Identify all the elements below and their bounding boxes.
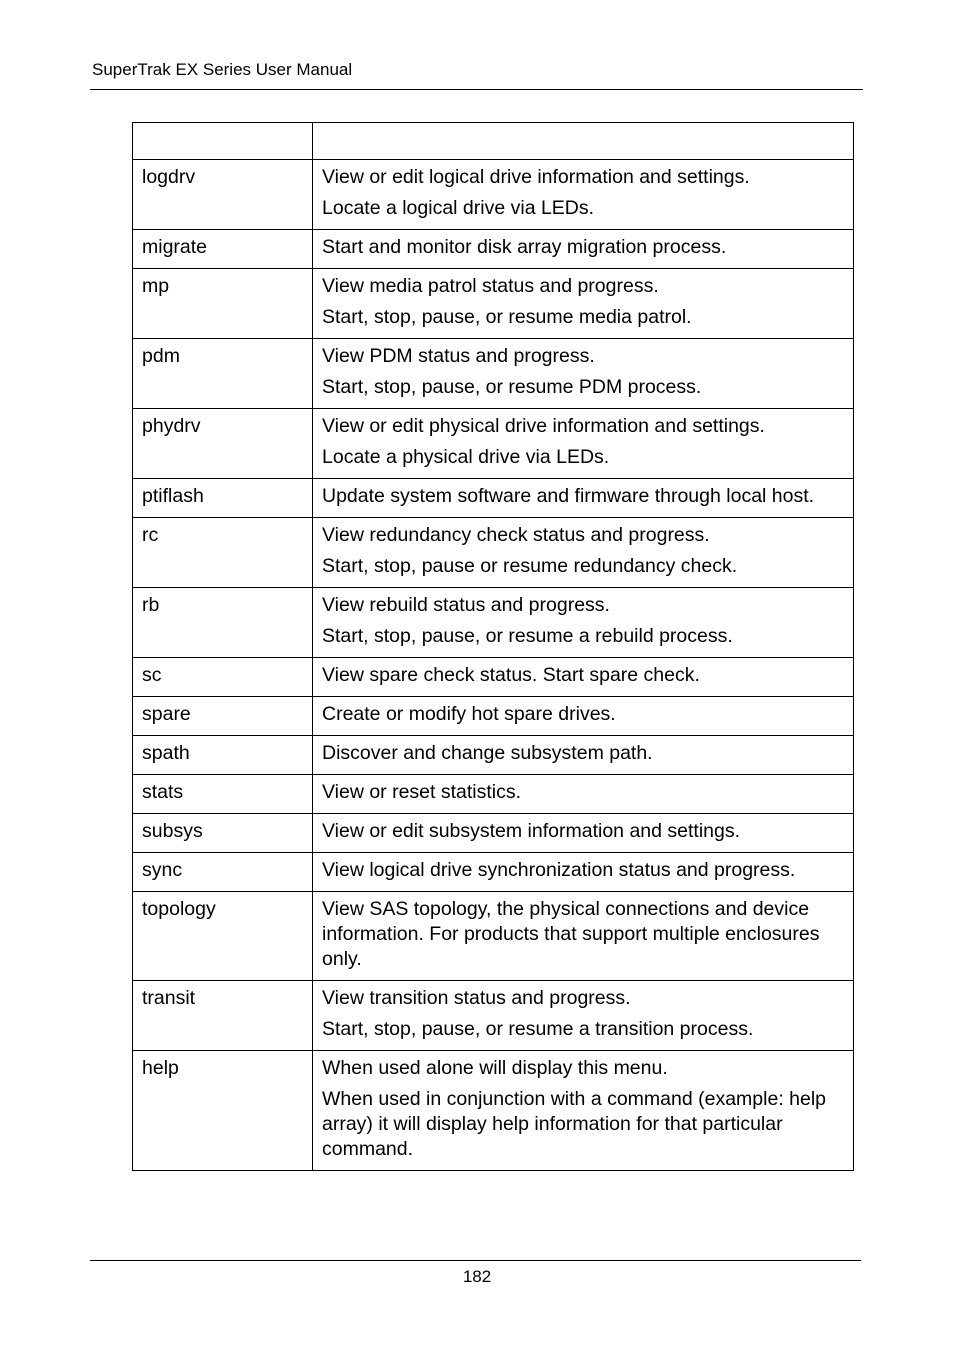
description-line: Start and monitor disk array migration process. [322, 236, 727, 258]
command-description [313, 479, 854, 518]
description-line: When used in conjunction with a command (example: help array) it will display help information for that particular command. [322, 1088, 827, 1160]
command-name: phydrv [133, 409, 313, 479]
command-name: migrate [133, 230, 313, 269]
command-name: transit [133, 981, 313, 1051]
command-description [313, 981, 854, 1051]
description-line: View or edit physical drive information and settings. [322, 415, 765, 437]
description-line: View SAS topology, the physical connections and device information. For products that support multiple enclosures only. [322, 898, 820, 970]
description-line: Start, stop, pause, or resume media patrol. [322, 306, 692, 328]
table-header-row [133, 123, 854, 160]
running-header: SuperTrak EX Series User Manual [92, 60, 353, 79]
table-row [133, 269, 854, 339]
command-name: stats [133, 775, 313, 814]
page-number: 182 [462, 1267, 492, 1286]
description-line: View media patrol status and progress. [322, 275, 659, 297]
table-row [133, 981, 854, 1051]
description-line: Update system software and firmware through local host. [322, 485, 815, 507]
description-line: View redundancy check status and progress. [322, 524, 710, 546]
command-name: logdrv [133, 160, 313, 230]
command-description [313, 518, 854, 588]
command-name: mp [133, 269, 313, 339]
command-name: rc [133, 518, 313, 588]
table-row [133, 1051, 854, 1171]
command-description [313, 339, 854, 409]
command-description [313, 853, 854, 892]
table-row [133, 339, 854, 409]
description-line: Discover and change subsystem path. [322, 742, 653, 764]
description-line: View PDM status and progress. [322, 345, 595, 367]
table-row [133, 479, 854, 518]
footer-divider [90, 1260, 861, 1261]
command-name: pdm [133, 339, 313, 409]
table-row [133, 736, 854, 775]
table-row [133, 892, 854, 981]
command-description [313, 736, 854, 775]
command-description [313, 409, 854, 479]
description-line: Locate a physical drive via LEDs. [322, 446, 610, 468]
command-name: topology [133, 892, 313, 981]
description-line: Start, stop, pause, or resume a rebuild process. [322, 625, 733, 647]
description-line: Start, stop, pause or resume redundancy check. [322, 555, 738, 577]
description-line: View transition status and progress. [322, 987, 631, 1009]
command-description [313, 588, 854, 658]
command-description [313, 892, 854, 981]
command-description [313, 269, 854, 339]
command-description [313, 658, 854, 697]
description-line: View rebuild status and progress. [322, 594, 610, 616]
command-name: spare [133, 697, 313, 736]
description-line: Start, stop, pause, or resume a transition process. [322, 1018, 754, 1040]
command-description [313, 160, 854, 230]
command-name: sync [133, 853, 313, 892]
command-description [313, 814, 854, 853]
command-description [313, 697, 854, 736]
command-name: subsys [133, 814, 313, 853]
command-name: ptiflash [133, 479, 313, 518]
description-line: When used alone will display this menu. [322, 1057, 668, 1079]
table-row [133, 230, 854, 269]
description-line: View or edit logical drive information and settings. [322, 166, 750, 188]
table-row [133, 409, 854, 479]
description-line: Start, stop, pause, or resume PDM process. [322, 376, 702, 398]
description-line: Create or modify hot spare drives. [322, 703, 616, 725]
column-header-command [133, 123, 313, 160]
command-name: spath [133, 736, 313, 775]
table-row [133, 775, 854, 814]
table-row [133, 853, 854, 892]
command-name: sc [133, 658, 313, 697]
command-name: help [133, 1051, 313, 1171]
table-row [133, 160, 854, 230]
table-row [133, 658, 854, 697]
command-description [313, 1051, 854, 1171]
command-description [313, 775, 854, 814]
table-row [133, 814, 854, 853]
description-line: Locate a logical drive via LEDs. [322, 197, 595, 219]
column-header-description [313, 123, 854, 160]
description-line: View logical drive synchronization status and progress. [322, 859, 796, 881]
command-name: rb [133, 588, 313, 658]
command-table [132, 122, 854, 1171]
header-divider [90, 89, 863, 90]
command-description [313, 230, 854, 269]
description-line: View or edit subsystem information and settings. [322, 820, 741, 842]
table-row [133, 518, 854, 588]
description-line: View or reset statistics. [322, 781, 522, 803]
table-row [133, 588, 854, 658]
table-row [133, 697, 854, 736]
description-line: View spare check status. Start spare check. [322, 664, 700, 686]
